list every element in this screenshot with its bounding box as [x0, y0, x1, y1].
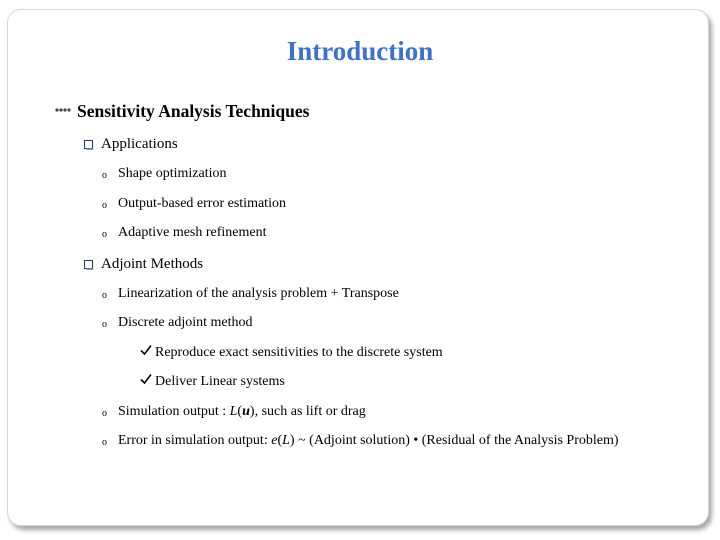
adjoint-methods-label: Adjoint Methods — [101, 256, 204, 272]
check-item: Reproduce exact sensitivities to the discrete system — [155, 345, 443, 360]
simulation-output-item: Simulation output : L(u), such as lift or drag — [118, 404, 366, 419]
list-item: Shape optimization — [118, 166, 227, 181]
sim-suffix: , such as lift or drag — [254, 404, 366, 419]
circle-bullet-icon: o — [102, 319, 107, 330]
circle-bullet-icon: o — [102, 408, 107, 419]
list-item: Output-based error estimation — [118, 196, 286, 211]
sim-L: L — [229, 404, 238, 419]
circle-bullet-icon: o — [102, 290, 107, 301]
dots-bullet-icon — [55, 106, 71, 114]
err-L: L — [282, 433, 290, 448]
circle-bullet-icon: o — [102, 229, 107, 240]
circle-bullet-icon: o — [102, 437, 107, 448]
applications-label: Applications — [101, 136, 178, 152]
checkmark-icon — [140, 344, 152, 356]
heading-sensitivity: Sensitivity Analysis Techniques — [77, 101, 310, 121]
err-suffix: ~ (Adjoint solution) • (Residual of the Analysis Problem) — [294, 433, 619, 448]
check-item: Deliver Linear systems — [155, 374, 285, 389]
circle-bullet-icon: o — [102, 200, 107, 211]
circle-bullet-icon: o — [102, 170, 107, 181]
square-bullet-icon — [84, 140, 94, 150]
sim-prefix: Simulation output : — [118, 404, 230, 419]
list-item: Linearization of the analysis problem + Transpose — [118, 286, 399, 301]
square-bullet-icon — [84, 260, 94, 270]
err-e: e — [271, 433, 278, 448]
slide-title: Introduction — [286, 36, 434, 66]
list-item: Adaptive mesh refinement — [118, 225, 267, 240]
error-output-item: Error in simulation output: e(L) ~ (Adjoint solution) • (Residual of the Analysis Problem) — [118, 433, 619, 448]
sim-u: u — [242, 404, 250, 419]
checkmark-icon — [140, 373, 152, 385]
err-prefix: Error in simulation output: — [118, 433, 272, 448]
list-item: Discrete adjoint method — [118, 315, 253, 330]
